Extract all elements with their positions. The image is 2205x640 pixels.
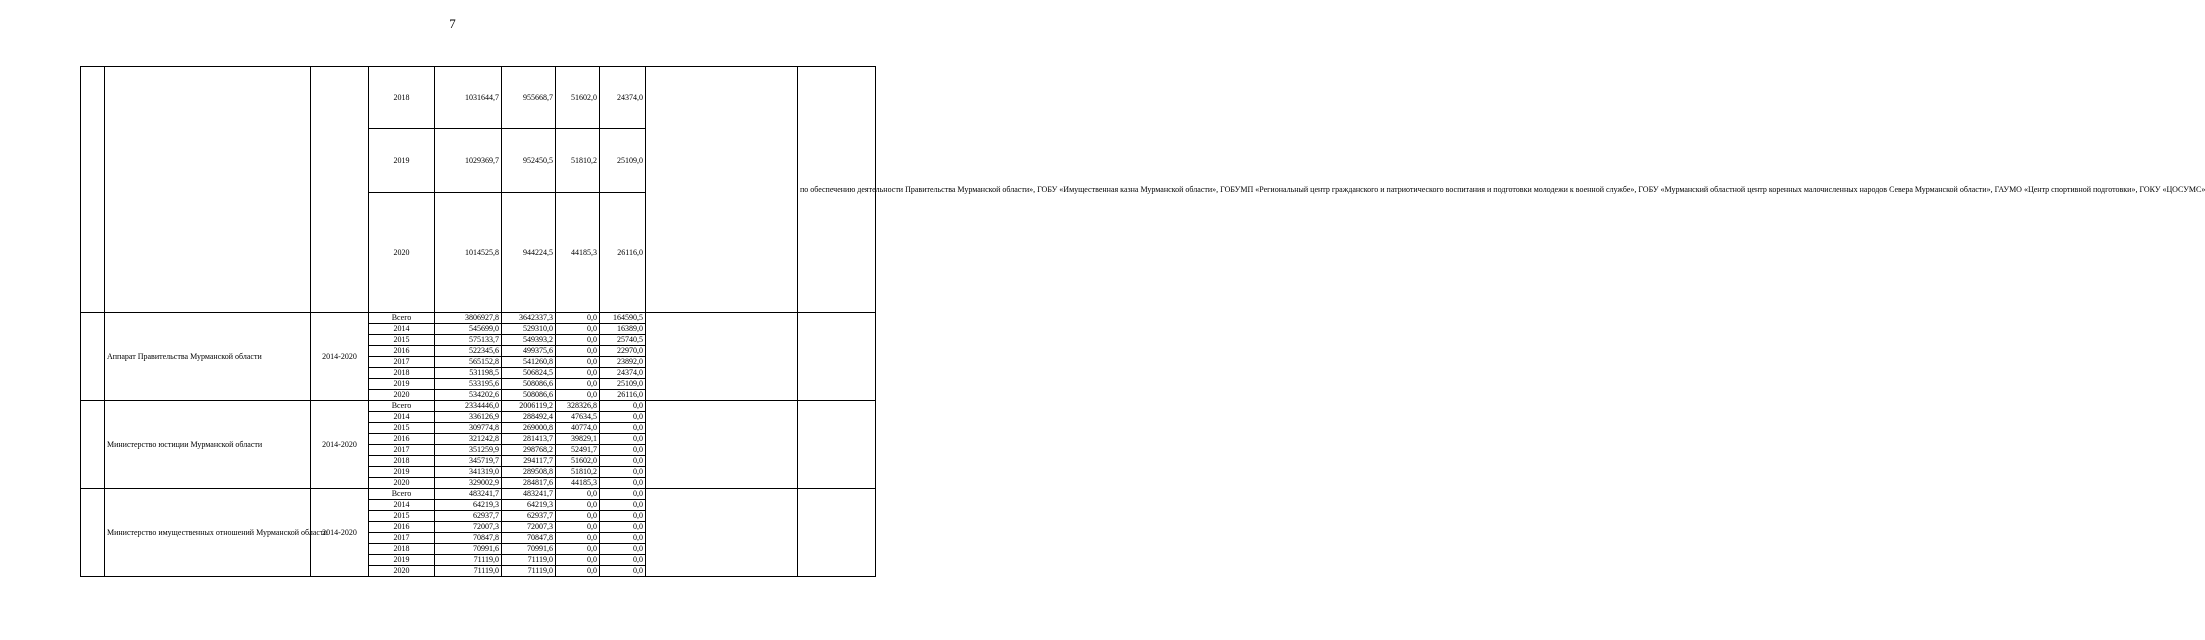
year-cell: 2019 (369, 555, 435, 566)
total-cell: 1029369,7 (435, 129, 502, 193)
year-cell: 2014 (369, 324, 435, 335)
cell-empty (798, 489, 876, 577)
year-cell: 2016 (369, 346, 435, 357)
regional-cell: 529310,0 (502, 324, 556, 335)
federal-cell: 0,0 (556, 566, 600, 577)
regional-cell: 508086,6 (502, 379, 556, 390)
federal-cell: 0,0 (556, 522, 600, 533)
other-cell: 0,0 (600, 467, 646, 478)
year-cell: 2014 (369, 412, 435, 423)
federal-cell: 44185,3 (556, 478, 600, 489)
year-cell: 2014 (369, 500, 435, 511)
total-cell: 531198,5 (435, 368, 502, 379)
table-row (81, 313, 876, 324)
total-cell: 3806927,8 (435, 313, 502, 324)
regional-cell: 64219,3 (502, 500, 556, 511)
regional-cell: 541260,8 (502, 357, 556, 368)
federal-cell: 40774,0 (556, 423, 600, 434)
regional-cell: 508086,6 (502, 390, 556, 401)
cell-empty (646, 401, 798, 489)
period-cell: 2014-2020 (311, 313, 369, 401)
org-name: Министерство юстиции Мурманской области (105, 401, 311, 489)
total-cell: 545699,0 (435, 324, 502, 335)
year-cell: Всего (369, 313, 435, 324)
regional-cell: 71119,0 (502, 566, 556, 577)
regional-cell: 549393,2 (502, 335, 556, 346)
cell-empty (798, 401, 876, 489)
federal-cell: 39829,1 (556, 434, 600, 445)
cell-empty (81, 67, 105, 313)
regional-cell: 289508,8 (502, 467, 556, 478)
total-cell: 309774,8 (435, 423, 502, 434)
other-cell: 0,0 (600, 566, 646, 577)
year-cell: 2016 (369, 522, 435, 533)
year-cell: Всего (369, 401, 435, 412)
page-number: 7 (449, 16, 456, 31)
cell-empty (81, 401, 105, 489)
year-cell: 2019 (369, 129, 435, 193)
other-cell: 0,0 (600, 478, 646, 489)
total-cell: 345719,7 (435, 456, 502, 467)
federal-cell: 0,0 (556, 489, 600, 500)
regional-cell: 281413,7 (502, 434, 556, 445)
org-name: Министерство имущественных отношений Мурманской области (105, 489, 311, 577)
regional-cell: 70847,8 (502, 533, 556, 544)
other-cell: 25109,0 (600, 379, 646, 390)
regional-cell: 284817,6 (502, 478, 556, 489)
total-cell: 483241,7 (435, 489, 502, 500)
total-cell: 70847,8 (435, 533, 502, 544)
table-row (81, 489, 876, 500)
federal-cell: 328326,8 (556, 401, 600, 412)
other-cell: 26116,0 (600, 390, 646, 401)
cell-empty (81, 489, 105, 577)
federal-cell: 52491,7 (556, 445, 600, 456)
cell-empty (646, 313, 798, 401)
regional-cell: 70991,6 (502, 544, 556, 555)
total-cell: 565152,8 (435, 357, 502, 368)
year-cell: 2016 (369, 434, 435, 445)
total-cell: 321242,8 (435, 434, 502, 445)
other-cell: 164590,5 (600, 313, 646, 324)
regional-cell: 506824,5 (502, 368, 556, 379)
total-cell: 64219,3 (435, 500, 502, 511)
total-cell: 522345,6 (435, 346, 502, 357)
federal-cell: 51810,2 (556, 467, 600, 478)
budget-table (80, 66, 2205, 577)
federal-cell: 51810,2 (556, 129, 600, 193)
executors-cell: по обеспечению деятельности Правительства Мурманской области», ГОБУ «Имущественная казна Мурманской области», ГОБУМП «Региональный центр гражданского и патриотического воспитания и подготовки молодежи к военной службе», ГОБУ «Мурманский областной центр коренных малочисленных народов Севера Мурманской области», ГАУМО «Центр спортивной подготовки», ГОКУ «ЦОСУМС» (798, 67, 876, 313)
regional-cell: 952450,5 (502, 129, 556, 193)
regional-cell: 269000,8 (502, 423, 556, 434)
other-cell: 0,0 (600, 533, 646, 544)
total-cell: 2334446,0 (435, 401, 502, 412)
federal-cell: 51602,0 (556, 456, 600, 467)
cell-empty (646, 489, 798, 577)
other-cell: 0,0 (600, 500, 646, 511)
cell-empty (311, 67, 369, 313)
year-cell: Всего (369, 489, 435, 500)
federal-cell: 0,0 (556, 511, 600, 522)
year-cell: 2019 (369, 379, 435, 390)
period-cell: 2014-2020 (311, 401, 369, 489)
total-cell: 71119,0 (435, 555, 502, 566)
regional-cell: 72007,3 (502, 522, 556, 533)
table-row (81, 401, 876, 412)
year-cell: 2017 (369, 357, 435, 368)
regional-cell: 3642337,3 (502, 313, 556, 324)
cell-empty (798, 313, 876, 401)
year-cell: 2017 (369, 445, 435, 456)
org-name: Аппарат Правительства Мурманской области (105, 313, 311, 401)
other-cell: 0,0 (600, 434, 646, 445)
total-cell: 72007,3 (435, 522, 502, 533)
year-cell: 2015 (369, 511, 435, 522)
federal-cell: 0,0 (556, 544, 600, 555)
federal-cell: 44185,3 (556, 193, 600, 313)
total-cell: 575133,7 (435, 335, 502, 346)
cell-empty (81, 313, 105, 401)
federal-cell: 0,0 (556, 368, 600, 379)
other-cell: 23892,0 (600, 357, 646, 368)
federal-cell: 0,0 (556, 335, 600, 346)
regional-cell: 499375,6 (502, 346, 556, 357)
regional-cell: 294117,7 (502, 456, 556, 467)
total-cell: 341319,0 (435, 467, 502, 478)
federal-cell: 0,0 (556, 533, 600, 544)
other-cell: 24374,0 (600, 67, 646, 129)
year-cell: 2020 (369, 390, 435, 401)
regional-cell: 483241,7 (502, 489, 556, 500)
regional-cell: 955668,7 (502, 67, 556, 129)
other-cell: 16389,0 (600, 324, 646, 335)
table-row (81, 67, 876, 129)
year-cell: 2019 (369, 467, 435, 478)
year-cell: 2020 (369, 193, 435, 313)
total-cell: 71119,0 (435, 566, 502, 577)
federal-cell: 0,0 (556, 500, 600, 511)
year-cell: 2018 (369, 368, 435, 379)
budget-table-body (81, 67, 2205, 577)
federal-cell: 47634,5 (556, 412, 600, 423)
year-cell: 2020 (369, 478, 435, 489)
total-cell: 534202,6 (435, 390, 502, 401)
regional-cell: 298768,2 (502, 445, 556, 456)
year-cell: 2018 (369, 456, 435, 467)
total-cell: 70991,6 (435, 544, 502, 555)
total-cell: 62937,7 (435, 511, 502, 522)
federal-cell: 51602,0 (556, 67, 600, 129)
federal-cell: 0,0 (556, 390, 600, 401)
federal-cell: 0,0 (556, 357, 600, 368)
other-cell: 0,0 (600, 555, 646, 566)
other-cell: 0,0 (600, 445, 646, 456)
year-cell: 2018 (369, 544, 435, 555)
total-cell: 1014525,8 (435, 193, 502, 313)
other-cell: 0,0 (600, 456, 646, 467)
other-cell: 0,0 (600, 401, 646, 412)
total-cell: 336126,9 (435, 412, 502, 423)
other-cell: 22970,0 (600, 346, 646, 357)
cell-empty (646, 67, 798, 313)
other-cell: 0,0 (600, 489, 646, 500)
other-cell: 25109,0 (600, 129, 646, 193)
other-cell: 0,0 (600, 412, 646, 423)
federal-cell: 0,0 (556, 313, 600, 324)
total-cell: 1031644,7 (435, 67, 502, 129)
year-cell: 2015 (369, 423, 435, 434)
period-cell: 2014-2020 (311, 489, 369, 577)
year-cell: 2015 (369, 335, 435, 346)
federal-cell: 0,0 (556, 379, 600, 390)
other-cell: 25740,5 (600, 335, 646, 346)
total-cell: 329002,9 (435, 478, 502, 489)
regional-cell: 71119,0 (502, 555, 556, 566)
total-cell: 351259,9 (435, 445, 502, 456)
regional-cell: 62937,7 (502, 511, 556, 522)
total-cell: 533195,6 (435, 379, 502, 390)
federal-cell: 0,0 (556, 324, 600, 335)
other-cell: 0,0 (600, 522, 646, 533)
cell-empty (105, 67, 311, 313)
other-cell: 0,0 (600, 511, 646, 522)
federal-cell: 0,0 (556, 555, 600, 566)
regional-cell: 288492,4 (502, 412, 556, 423)
other-cell: 0,0 (600, 423, 646, 434)
year-cell: 2017 (369, 533, 435, 544)
federal-cell: 0,0 (556, 346, 600, 357)
other-cell: 26116,0 (600, 193, 646, 313)
regional-cell: 2006119,2 (502, 401, 556, 412)
year-cell: 2020 (369, 566, 435, 577)
regional-cell: 944224,5 (502, 193, 556, 313)
year-cell: 2018 (369, 67, 435, 129)
other-cell: 0,0 (600, 544, 646, 555)
other-cell: 24374,0 (600, 368, 646, 379)
